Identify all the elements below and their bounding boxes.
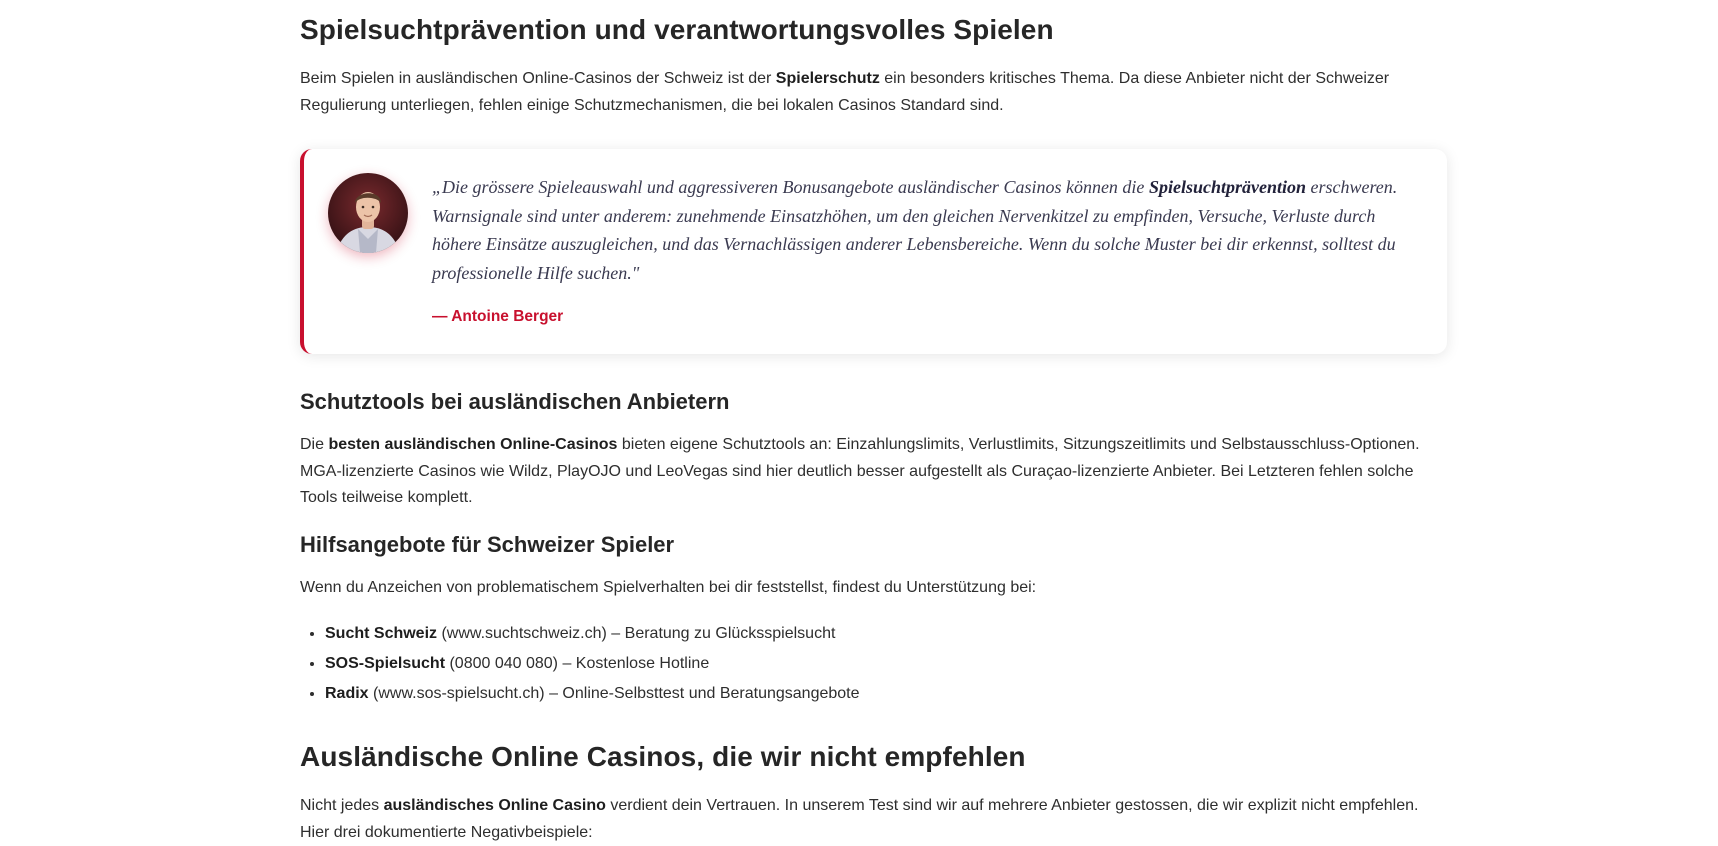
help-item-name: SOS-Spielsucht: [325, 655, 446, 672]
list-item: [325, 649, 860, 679]
intro-text-pre: Beim Spielen in ausländischen Online-Casinos der Schweiz ist der: [300, 70, 776, 87]
author-portrait-image: [328, 173, 408, 253]
help-item-detail: (0800 040 080) – Kostenlose Hotline: [445, 655, 710, 672]
quote-author: — Antoine Berger: [432, 308, 564, 325]
quote-text-post: erschweren. Warnsignale sind unter anderem: zunehmende Einsatzhöhen, um den gleichen Nervenkitzel zu empfinden, Versuche, Verluste durch höhere Einsätze auszugleichen, und das Vernachlässigen anderer Lebensbereiche. Wenn du solche Muster bei dir erkennst, solltest du professionelle Hilfe suchen.": [432, 177, 1398, 283]
quote-text-pre: „Die grössere Spieleauswahl und aggressiveren Bonusangebote ausländischer Casinos können die: [432, 177, 1149, 197]
nicht-empfohlen-text-post: verdient dein Vertrauen. In unserem Test sind wir auf mehrere Anbieter gestossen, die wir explizit nicht empfehlen. Hier drei dokumentierte Negativbeispiele:: [300, 797, 1419, 841]
author-avatar: [328, 173, 408, 253]
intro-text-bold: Spielerschutz: [775, 70, 880, 87]
nicht-empfohlen-paragraph: [300, 793, 1450, 846]
section-heading-spielsuchtpraevention: Spielsuchtprävention und verantwortungsvolles Spielen: [300, 14, 1054, 45]
hilfsangebote-intro: Wenn du Anzeichen von problematischem Spielverhalten bei dir feststellst, findest du Unterstützung bei:: [300, 579, 1037, 596]
list-item: [325, 619, 860, 649]
help-item-detail: (www.sos-spielsucht.ch) – Online-Selbsttest und Beratungsangebote: [368, 685, 860, 702]
expert-quote-card: [300, 149, 1447, 354]
schutztools-paragraph: [300, 432, 1450, 512]
quote-text-bold: Spielsuchtprävention: [1148, 177, 1306, 197]
list-item: [325, 679, 860, 709]
help-item-detail: (www.suchtschweiz.ch) – Beratung zu Glücksspielsucht: [437, 625, 836, 642]
section-heading-nicht-empfohlen: Ausländische Online Casinos, die wir nicht empfehlen: [300, 741, 1026, 772]
section-heading-hilfsangebote: Hilfsangebote für Schweizer Spieler: [300, 532, 675, 557]
help-item-name: Radix: [325, 685, 369, 702]
help-item-name: Sucht Schweiz: [325, 625, 438, 642]
help-list: [300, 619, 860, 709]
schutztools-text-post: bieten eigene Schutztools an: Einzahlungslimits, Verlustlimits, Sitzungszeitlimits und Selbstausschluss-Optionen. MGA-lizenzierte Casinos wie Wildz, PlayOJO und LeoVegas sind hier deutlich besser aufgestellt als Curaçao-lizenzierte Anbieter. Bei Letzteren fehlen solche Tools teilweise komplett.: [300, 436, 1420, 506]
intro-text-post: ein besonders kritisches Thema. Da diese Anbieter nicht der Schweizer Regulierung unterliegen, fehlen einige Schutzmechanismen, die bei lokalen Casinos Standard sind.: [300, 70, 1390, 114]
schutztools-text-pre: Die: [300, 436, 329, 453]
nicht-empfohlen-text-pre: Nicht jedes: [300, 797, 384, 814]
quote-text: [432, 173, 1422, 287]
schutztools-text-bold: besten ausländischen Online-Casinos: [328, 436, 618, 453]
intro-paragraph: [300, 66, 1450, 119]
section-heading-schutztools: Schutztools bei ausländischen Anbietern: [300, 389, 730, 414]
nicht-empfohlen-text-bold: ausländisches Online Casino: [383, 797, 606, 814]
